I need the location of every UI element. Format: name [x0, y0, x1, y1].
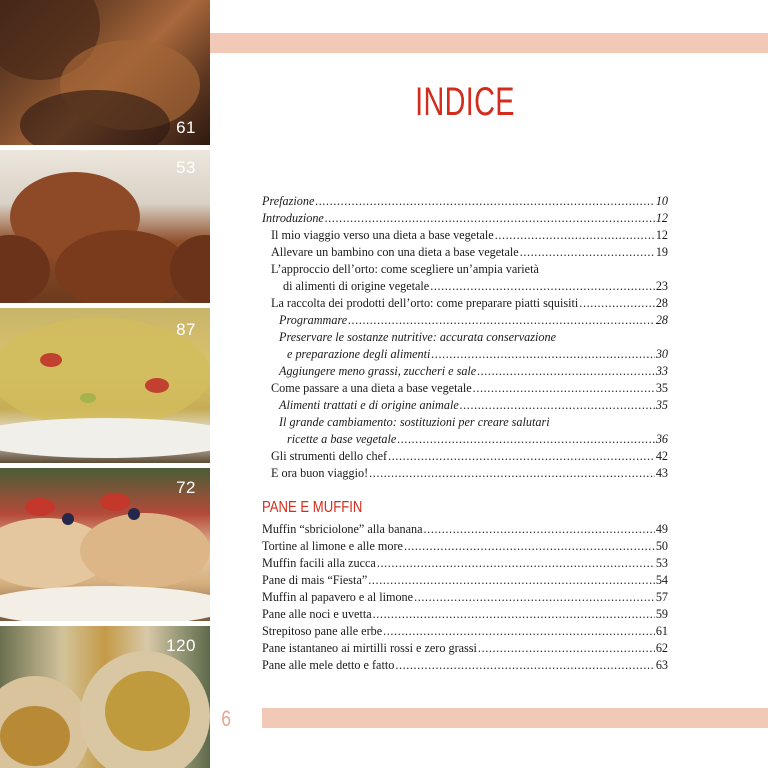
toc-entry[interactable]: Pane istantaneo ai mirtilli rossi e zero grassi ..... 62	[262, 640, 668, 657]
banana-bread-photo	[0, 0, 210, 145]
scrambled-tofu-photo	[0, 308, 210, 463]
footer-band	[262, 708, 768, 728]
toc-entry[interactable]: Come passare a una dieta a base vegetale ..... 35	[262, 380, 668, 397]
toc-entry-line: L’approccio dell’orto: come scegliere un’ampia varietà	[271, 262, 539, 276]
header-band	[210, 33, 768, 53]
toc-entry[interactable]: E ora buon viaggio! ..... 43	[262, 465, 668, 482]
toc-entry[interactable]: Aggiungere meno grassi, zuccheri e sale ..... 33	[262, 363, 668, 380]
pumpkin-muffins-photo	[0, 150, 210, 303]
toc-entry[interactable]: Gli strumenti dello chef ..... 42	[262, 448, 668, 465]
toc-entry-line: Il grande cambiamento: sostituzioni per creare salutari	[279, 415, 550, 429]
photo-strip	[0, 0, 210, 768]
page-number: 6	[221, 706, 232, 731]
toc-entry[interactable]: Programmare ..... 28	[262, 312, 668, 329]
toc-entry[interactable]: Strepitoso pane alle erbe ..... 61	[262, 623, 668, 640]
table-of-contents	[262, 193, 668, 674]
toc-entry[interactable]: Allevare un bambino con una dieta a base vegetale ..... 19	[262, 244, 668, 261]
toc-entry[interactable]: Introduzione ..... 12	[262, 210, 668, 227]
toc-entry[interactable]: Tortine al limone e alle more ..... 50	[262, 538, 668, 555]
photo-page-number: 72	[176, 478, 196, 497]
stuffed-wraps-photo	[0, 626, 210, 768]
toc-entry[interactable]: Prefazione ..... 10	[262, 193, 668, 210]
photo-page-number: 120	[166, 636, 196, 655]
toc-entry[interactable]: La raccolta dei prodotti dell’orto: come preparare piatti squisiti ..... 28	[262, 295, 668, 312]
toc-entry[interactable]: Pane di mais “Fiesta” ..... 54	[262, 572, 668, 589]
fruit-crepes-photo	[0, 468, 210, 621]
toc-entry[interactable]: Alimenti trattati e di origine animale ..... 35	[262, 397, 668, 414]
page-title: INDICE	[415, 80, 515, 124]
toc-entry[interactable]: Pane alle mele detto e fatto ..... 63	[262, 657, 668, 674]
toc-entry[interactable]: Pane alle noci e uvetta ..... 59	[262, 606, 668, 623]
toc-entry[interactable]: e preparazione degli alimenti ..... 30	[262, 346, 668, 363]
toc-entry[interactable]: Muffin facili alla zucca ..... 53	[262, 555, 668, 572]
photo-page-number: 87	[176, 320, 196, 339]
toc-entry[interactable]: Muffin al papavero e al limone ..... 57	[262, 589, 668, 606]
toc-entry[interactable]: Il mio viaggio verso una dieta a base vegetale ..... 12	[262, 227, 668, 244]
toc-entry-line: Preservare le sostanze nutritive: accurata conservazione	[279, 330, 556, 344]
toc-entry[interactable]: ricette a base vegetale ..... 36	[262, 431, 668, 448]
section-heading: PANE E MUFFIN	[262, 499, 363, 516]
toc-entry[interactable]: Muffin “sbriciolone” alla banana ..... 49	[262, 521, 668, 538]
photo-page-number: 53	[176, 158, 196, 177]
photo-page-number: 61	[176, 118, 196, 137]
toc-entry[interactable]: di alimenti di origine vegetale ..... 23	[262, 278, 668, 295]
